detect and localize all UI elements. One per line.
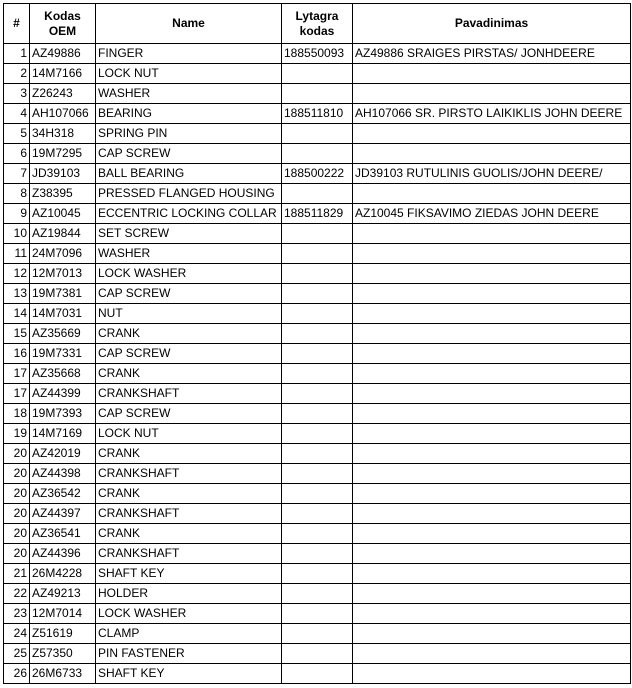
cell-oem-code: JD39103 [30,164,96,184]
cell-name: SHAFT KEY [96,664,282,684]
table-row [4,64,631,84]
cell-pavadinimas [353,584,631,604]
parts-table [3,3,631,684]
cell-oem-code: AZ49886 [30,44,96,64]
cell-name: CLAMP [96,624,282,644]
table-row [4,504,631,524]
cell-pavadinimas [353,384,631,404]
cell-num: 20 [4,524,30,544]
cell-pavadinimas [353,644,631,664]
cell-lytagra-code [282,604,353,624]
cell-lytagra-code [282,264,353,284]
cell-oem-code: 14M7031 [30,304,96,324]
cell-oem-code: AZ42019 [30,444,96,464]
cell-oem-code: 12M7014 [30,604,96,624]
table-row [4,164,631,184]
cell-lytagra-code [282,444,353,464]
cell-oem-code: Z38395 [30,184,96,204]
cell-oem-code: Z51619 [30,624,96,644]
cell-num: 26 [4,664,30,684]
cell-oem-code: Z26243 [30,84,96,104]
cell-lytagra-code: 188511829 [282,204,353,224]
header-lytagra-code [282,4,353,44]
table-row [4,324,631,344]
cell-pavadinimas [353,444,631,464]
cell-lytagra-code [282,304,353,324]
cell-name: LOCK WASHER [96,604,282,624]
cell-lytagra-code [282,664,353,684]
cell-name: HOLDER [96,584,282,604]
cell-num: 22 [4,584,30,604]
cell-oem-code: 12M7013 [30,264,96,284]
cell-pavadinimas: AH107066 SR. PIRSTO LAIKIKLIS JOHN DEERE [353,104,631,124]
cell-lytagra-code [282,504,353,524]
cell-num: 17 [4,384,30,404]
cell-name: WASHER [96,244,282,264]
table-row [4,644,631,664]
table-row [4,604,631,624]
cell-lytagra-code [282,464,353,484]
cell-num: 20 [4,444,30,464]
cell-lytagra-code: 188550093 [282,44,353,64]
table-row [4,404,631,424]
cell-name: PRESSED FLANGED HOUSING [96,184,282,204]
table-row [4,104,631,124]
table-row [4,344,631,364]
cell-lytagra-code [282,244,353,264]
header-oem-code [30,4,96,44]
cell-name: CRANK [96,364,282,384]
cell-name: FINGER [96,44,282,64]
cell-name: CRANK [96,524,282,544]
cell-lytagra-code [282,124,353,144]
cell-lytagra-code [282,64,353,84]
cell-lytagra-code [282,644,353,664]
cell-num: 10 [4,224,30,244]
cell-num: 20 [4,504,30,524]
cell-oem-code: AZ35669 [30,324,96,344]
cell-pavadinimas [353,404,631,424]
cell-lytagra-code [282,364,353,384]
cell-pavadinimas: JD39103 RUTULINIS GUOLIS/JOHN DEERE/ [353,164,631,184]
cell-lytagra-code [282,344,353,364]
cell-pavadinimas [353,344,631,364]
cell-lytagra-code [282,484,353,504]
cell-lytagra-code [282,324,353,344]
cell-pavadinimas [353,184,631,204]
table-row [4,224,631,244]
table-row [4,544,631,564]
header-row [4,4,631,44]
cell-pavadinimas [353,464,631,484]
cell-oem-code: 34H318 [30,124,96,144]
table-row [4,464,631,484]
table-header [4,4,631,44]
cell-pavadinimas [353,224,631,244]
cell-lytagra-code [282,424,353,444]
cell-oem-code: AZ35668 [30,364,96,384]
cell-oem-code: 14M7169 [30,424,96,444]
cell-name: SHAFT KEY [96,564,282,584]
table-row [4,244,631,264]
cell-num: 21 [4,564,30,584]
cell-num: 20 [4,544,30,564]
table-row [4,484,631,504]
cell-num: 13 [4,284,30,304]
table-row [4,444,631,464]
cell-lytagra-code: 188500222 [282,164,353,184]
cell-num: 23 [4,604,30,624]
cell-lytagra-code [282,524,353,544]
table-body [4,44,631,684]
cell-name: CRANKSHAFT [96,384,282,404]
cell-pavadinimas: AZ10045 FIKSAVIMO ZIEDAS JOHN DEERE [353,204,631,224]
cell-pavadinimas [353,244,631,264]
cell-oem-code: 14M7166 [30,64,96,84]
cell-pavadinimas [353,604,631,624]
cell-name: CAP SCREW [96,284,282,304]
cell-pavadinimas [353,64,631,84]
table-row [4,424,631,444]
cell-num: 17 [4,364,30,384]
table-row [4,184,631,204]
cell-num: 8 [4,184,30,204]
cell-num: 2 [4,64,30,84]
cell-name: PIN FASTENER [96,644,282,664]
cell-name: SET SCREW [96,224,282,244]
cell-name: CRANK [96,484,282,504]
cell-num: 25 [4,644,30,664]
cell-oem-code: AZ44396 [30,544,96,564]
cell-num: 12 [4,264,30,284]
cell-num: 18 [4,404,30,424]
cell-lytagra-code [282,564,353,584]
table-row [4,564,631,584]
cell-name: CAP SCREW [96,404,282,424]
cell-num: 15 [4,324,30,344]
cell-lytagra-code [282,384,353,404]
table-row [4,664,631,684]
header-num: # [4,4,30,44]
cell-name: LOCK NUT [96,424,282,444]
cell-oem-code: Z57350 [30,644,96,664]
cell-name: WASHER [96,84,282,104]
cell-name: CRANK [96,444,282,464]
cell-lytagra-code [282,144,353,164]
cell-num: 9 [4,204,30,224]
cell-oem-code: 19M7295 [30,144,96,164]
cell-pavadinimas [353,284,631,304]
table-row [4,204,631,224]
table-row [4,584,631,604]
cell-pavadinimas [353,484,631,504]
cell-oem-code: AZ36542 [30,484,96,504]
table-row [4,144,631,164]
cell-num: 20 [4,464,30,484]
cell-oem-code: 19M7331 [30,344,96,364]
cell-num: 4 [4,104,30,124]
cell-num: 11 [4,244,30,264]
cell-name: CRANKSHAFT [96,464,282,484]
cell-oem-code: AZ44397 [30,504,96,524]
cell-num: 1 [4,44,30,64]
table-row [4,624,631,644]
cell-num: 3 [4,84,30,104]
cell-pavadinimas [353,664,631,684]
cell-lytagra-code [282,544,353,564]
cell-num: 7 [4,164,30,184]
cell-name: LOCK WASHER [96,264,282,284]
table-row [4,264,631,284]
cell-lytagra-code [282,584,353,604]
cell-pavadinimas [353,144,631,164]
cell-name: LOCK NUT [96,64,282,84]
cell-lytagra-code [282,624,353,644]
cell-name: CAP SCREW [96,344,282,364]
cell-pavadinimas [353,504,631,524]
cell-pavadinimas [353,264,631,284]
cell-name: CRANKSHAFT [96,544,282,564]
cell-lytagra-code [282,224,353,244]
cell-name: CAP SCREW [96,144,282,164]
cell-pavadinimas [353,304,631,324]
cell-lytagra-code [282,404,353,424]
cell-name: ECCENTRIC LOCKING COLLAR [96,204,282,224]
cell-oem-code: AH107066 [30,104,96,124]
table-row [4,84,631,104]
cell-oem-code: 19M7381 [30,284,96,304]
cell-pavadinimas [353,324,631,344]
cell-name: BALL BEARING [96,164,282,184]
header-name: Name [96,4,282,44]
cell-num: 14 [4,304,30,324]
table-row [4,304,631,324]
cell-pavadinimas [353,84,631,104]
cell-oem-code: 24M7096 [30,244,96,264]
cell-pavadinimas: AZ49886 SRAIGES PIRSTAS/ JONHDEERE [353,44,631,64]
cell-name: BEARING [96,104,282,124]
cell-pavadinimas [353,364,631,384]
cell-oem-code: AZ36541 [30,524,96,544]
header-pavadinimas: Pavadinimas [353,4,631,44]
cell-lytagra-code [282,84,353,104]
cell-oem-code: 26M6733 [30,664,96,684]
cell-num: 5 [4,124,30,144]
cell-lytagra-code: 188511810 [282,104,353,124]
table-row [4,384,631,404]
cell-pavadinimas [353,524,631,544]
cell-num: 20 [4,484,30,504]
table-row [4,284,631,304]
table-row [4,524,631,544]
cell-pavadinimas [353,424,631,444]
cell-name: SPRING PIN [96,124,282,144]
header-oem-code-label: Kodas OEM [44,8,81,38]
cell-num: 24 [4,624,30,644]
cell-num: 19 [4,424,30,444]
header-lytagra-code-label: Lytagra kodas [295,8,339,38]
cell-name: CRANKSHAFT [96,504,282,524]
cell-oem-code: 19M7393 [30,404,96,424]
cell-oem-code: AZ44399 [30,384,96,404]
cell-name: CRANK [96,324,282,344]
cell-pavadinimas [353,564,631,584]
cell-lytagra-code [282,284,353,304]
table-row [4,44,631,64]
cell-pavadinimas [353,544,631,564]
cell-oem-code: 26M4228 [30,564,96,584]
cell-oem-code: AZ44398 [30,464,96,484]
cell-pavadinimas [353,624,631,644]
cell-oem-code: AZ49213 [30,584,96,604]
cell-pavadinimas [353,124,631,144]
table-row [4,364,631,384]
cell-name: NUT [96,304,282,324]
table-row [4,124,631,144]
cell-oem-code: AZ10045 [30,204,96,224]
cell-num: 16 [4,344,30,364]
cell-num: 6 [4,144,30,164]
cell-oem-code: AZ19844 [30,224,96,244]
cell-lytagra-code [282,184,353,204]
